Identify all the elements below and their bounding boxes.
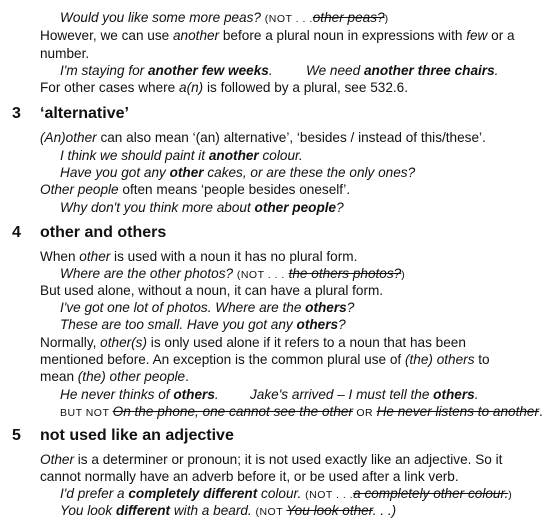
term: Other people <box>40 182 119 197</box>
or-marker: OR <box>352 407 377 419</box>
but-not-marker: BUT NOT <box>60 407 113 419</box>
example-another-few-weeks <box>60 62 273 80</box>
text: colour. <box>258 148 303 163</box>
text: Why don't you think more about <box>60 200 255 215</box>
text: colour. <box>257 486 306 501</box>
bold-phrase: another <box>208 148 259 163</box>
text: to <box>474 352 490 367</box>
example <box>60 164 415 182</box>
paren-close: ) <box>384 13 389 25</box>
paren-close: ) <box>401 269 406 281</box>
body-text <box>40 334 466 352</box>
example <box>60 147 303 165</box>
text: Jake's arrived – I must tell the <box>250 387 434 402</box>
text: Normally, <box>40 335 101 350</box>
text: before a plural noun in expressions with <box>219 28 467 43</box>
text: I think we should paint it <box>60 148 209 163</box>
section-heading: ‘alternative’ <box>40 105 129 122</box>
section-number: 3 <box>12 105 21 122</box>
paren-close: ) <box>508 489 513 501</box>
counter-example <box>60 403 543 423</box>
not-marker: (NOT . . . <box>236 269 285 281</box>
cross-reference <box>40 79 408 97</box>
body-text <box>40 129 486 147</box>
struck-example: You look other <box>286 503 373 518</box>
text: is used with a noun it has no plural form. <box>110 249 358 264</box>
term: a(n) <box>179 80 204 95</box>
section-number: 4 <box>12 224 21 241</box>
bold-phrase: others <box>433 387 475 402</box>
text: . <box>539 404 543 419</box>
text: He never thinks of <box>60 387 174 402</box>
struck-example: the others photos? <box>288 266 402 281</box>
body-text <box>40 181 350 199</box>
text: or a <box>487 28 515 43</box>
text: . <box>268 63 273 78</box>
example-more-peas <box>60 9 389 29</box>
term: (the) other people <box>77 369 186 384</box>
text: However, we can use <box>40 28 173 43</box>
bold-phrase: others <box>305 300 347 315</box>
text: is a determiner or pronoun; it is not used exactly like an adjective. So it <box>74 452 503 467</box>
text: When <box>40 249 80 264</box>
section-heading: other and others <box>40 224 167 241</box>
text: I'm staying for <box>60 63 148 78</box>
body-text <box>40 368 189 386</box>
text: . <box>494 63 499 78</box>
body-text: But used alone, without a noun, it can have a plural form. <box>40 283 384 298</box>
term: other(s) <box>100 335 148 350</box>
text: ? <box>346 300 355 315</box>
bold-phrase: completely different <box>128 486 258 501</box>
example-text: Would you like some more peas? <box>60 10 265 25</box>
bold-phrase: another three chairs <box>363 63 495 78</box>
text: mentioned before. An exception is the common plural use of <box>40 352 405 367</box>
text: is followed by a plural, see 532.6. <box>203 80 409 95</box>
example <box>60 502 396 522</box>
text: Where are the other photos? <box>60 266 237 281</box>
text: I'd prefer a <box>60 486 129 501</box>
section-heading: not used like an adjective <box>40 427 234 444</box>
example <box>60 199 344 217</box>
text: is only used alone if it refers to a noun that has been <box>147 335 466 350</box>
text: can also mean ‘(an) alternative’, ‘besides / instead of this/these’. <box>96 130 486 145</box>
example-another-three-chairs <box>306 62 498 80</box>
bold-phrase: different <box>115 503 171 518</box>
example <box>60 386 219 404</box>
struck-example: He never listens to another <box>376 404 540 419</box>
text: mean <box>40 369 78 384</box>
text: We need <box>306 63 364 78</box>
bold-phrase: others <box>296 317 339 332</box>
term: another <box>172 28 220 43</box>
text: I've got one lot of photos. Where are the <box>60 300 306 315</box>
bold-phrase: others <box>173 387 215 402</box>
text: . <box>474 387 479 402</box>
text: These are too small. Have you got any <box>60 317 297 332</box>
text: For other cases where <box>40 80 180 95</box>
body-text <box>40 27 515 45</box>
term: (the) others <box>404 352 475 367</box>
struck-example: other peas? <box>312 10 385 25</box>
example <box>60 299 354 317</box>
text: . <box>185 369 189 384</box>
term: other <box>79 249 111 264</box>
section-number: 5 <box>12 427 21 444</box>
term: (An)other <box>40 130 97 145</box>
struck-example: On the phone, one cannot see the other <box>112 404 353 419</box>
bold-phrase: another few weeks <box>147 63 269 78</box>
not-marker: (NOT . . . <box>264 13 313 25</box>
struck-example: a completely other colour. <box>353 486 509 501</box>
bold-phrase: other <box>169 165 204 180</box>
body-text <box>40 248 357 266</box>
text: . . .) <box>372 503 397 518</box>
body-text <box>40 351 490 369</box>
text: cakes, or are these the only ones? <box>203 165 416 180</box>
text: with a beard. <box>170 503 256 518</box>
text: Have you got any <box>60 165 170 180</box>
not-marker: (NOT <box>255 506 287 518</box>
body-text: cannot normally have an adverb before it, or be used after a link verb. <box>40 469 459 484</box>
text: often means ‘people besides oneself’. <box>118 182 351 197</box>
text: You look <box>60 503 116 518</box>
not-marker: (NOT . . . <box>305 489 354 501</box>
bold-phrase: other people <box>254 200 337 215</box>
term: Other <box>40 452 74 467</box>
text: ? <box>336 200 344 215</box>
term: few <box>466 28 488 43</box>
text: ? <box>338 317 346 332</box>
text: . <box>214 387 219 402</box>
body-text <box>40 451 502 469</box>
example <box>60 316 346 334</box>
body-text: number. <box>40 46 90 61</box>
example <box>250 386 479 404</box>
